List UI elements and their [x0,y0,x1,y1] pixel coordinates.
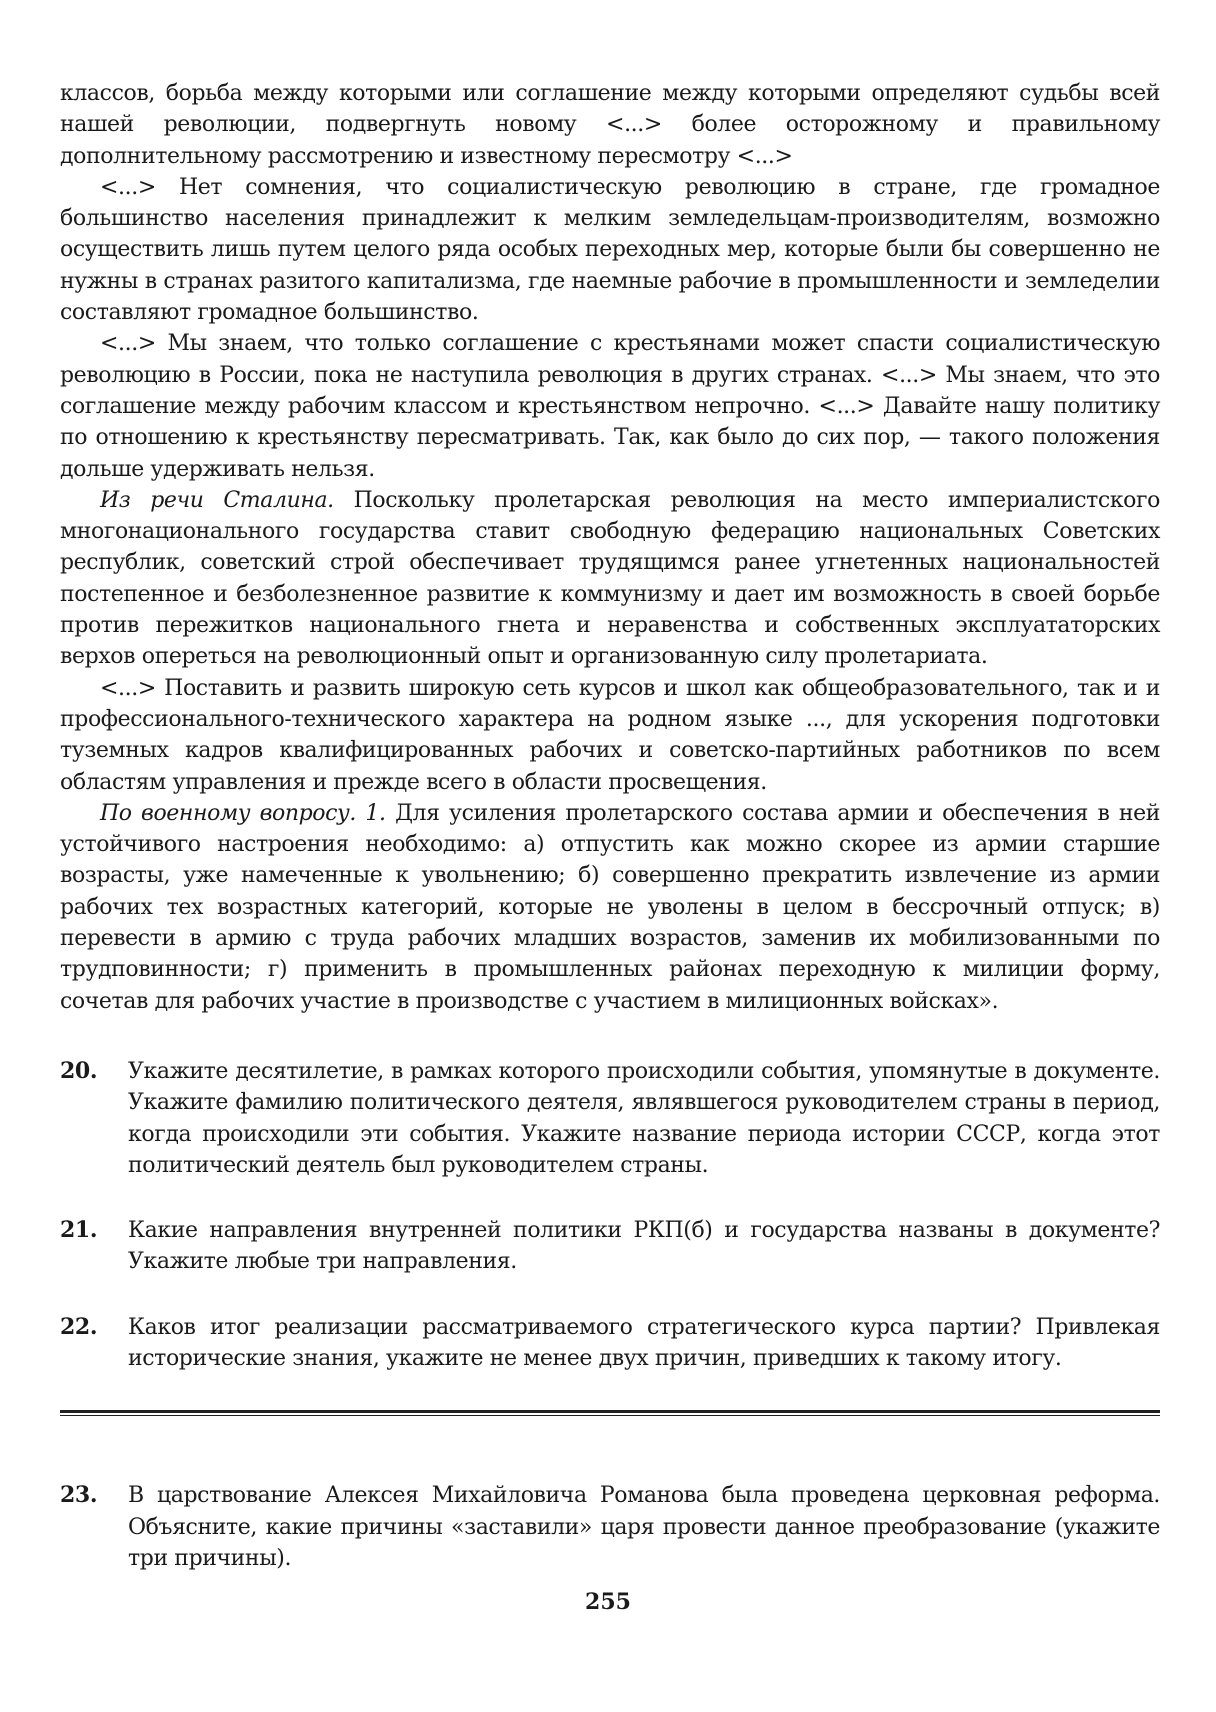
question-number: 22. [60,1313,98,1340]
document-paragraph-3 [60,328,1160,484]
paragraph-lead-military-question: По военному вопросу. 1. [100,800,386,826]
document-paragraph-6 [60,798,1160,1017]
question-number: 21. [60,1217,98,1244]
divider-thin-line [60,1415,1160,1416]
document-paragraph-1 [60,78,1160,172]
section-divider [60,1410,1160,1416]
divider-thick-line [60,1410,1160,1413]
paragraph-text: Для усиления пролетарского состава армии и обеспечения в ней устойчивого настроения необходимо: а) отпустить как можно скорее из армии старшие возрасты, уже намеченные к увольнению; б) совершенно прекратить извлечение из армии рабочих тех возрастных категорий, которые не уволены в целом в бессрочный отпуск; в) перевести в армию с труда рабочих младших возрастов, заменив их мобилизованными по трудповинности; г) применить в промышленных районах переходную к милиции форму, сочетав для рабочих участие в производстве с участием в милиционных войсках». [60,800,1160,1014]
question-number: 23. [60,1482,98,1509]
question-text: Укажите десятилетие, в рамках которого происходили события, упомянутые в документе. Укажите фамилию политического деятеля, являвшегося руководителем страны в период, когда происходили эти события. Укажите название периода истории СССР, когда этот политический деятель был руководителем страны. [128,1058,1160,1178]
question-number: 20. [60,1057,98,1084]
question-text: Каков итог реализации рассматриваемого стратегического курса партии? Привлекая исторические знания, укажите не менее двух причин, приведших к такому итогу. [128,1314,1160,1371]
question-text: В царствование Алексея Михайловича Романова была проведена церковная реформа. Объясните, какие причины «заставили» царя провести данное преобразование (укажите три причины). [128,1483,1160,1571]
question-21 [60,1215,1160,1278]
paragraph-text: <...> Поставить и развить широкую сеть курсов и школ как общеобразовательного, так и и профессионального-технического характера на родном языке ..., для ускорения подготовки туземных кадров квалифицированных рабочих и советско-партийных работников по всем областям управления и прежде всего в области просвещения. [60,675,1160,795]
paragraph-text: <...> Нет сомнения, что социалистическую революцию в стране, где громадное большинство населения принадлежит к мелким земледельцам-производителям, возможно осуществить лишь путем целого ряда особых переходных мер, которые были бы совершенно не нужны в странах разитого капитализма, где наемные рабочие в промышленности и земледелии составляют громадное большинство. [60,174,1160,326]
paragraph-lead-stalin-speech: Из речи Сталина. [100,487,334,513]
question-22 [60,1312,1160,1375]
document-paragraph-4 [60,485,1160,673]
question-text: Какие направления внутренней политики РКП(б) и государства названы в документе? Укажите любые три направления. [128,1218,1160,1275]
paragraph-text: <...> Мы знаем, что только соглашение с крестьянами может спасти социалистическую революцию в России, пока не наступила революция в других странах. <...> Мы знаем, что это соглашение между рабочим классом и крестьянством непрочно. <...> Давайте нашу политику по отношению к крестьянству пересматривать. Так, как было до сих пор, — такого положения дольше удерживать нельзя. [60,331,1160,482]
document-paragraph-5 [60,673,1160,798]
page-body [60,78,1160,1574]
question-20 [60,1056,1160,1181]
paragraph-text: Поскольку пролетарская революция на место империалистского многонационального государства ставит свободную федерацию национальных Советских республик, советский строй обеспечивает трудящимся ранее угнетенных национальностей постепенное и безболезненное развитие к коммунизму и дает им возможность в своей борьбе против пережитков национального гнета и неравенства и собственных эксплуататорских верхов опереться на революционный опыт и организованную силу пролетариата. [60,487,1160,670]
question-23 [60,1480,1160,1574]
document-paragraph-2 [60,172,1160,328]
paragraph-text: классов, борьба между которыми или соглашение между которыми определяют судьбы всей нашей революции, подвергнуть новому <...> более осторожному и правильному дополнительному рассмотрению и известному пересмотру <...> [60,81,1160,169]
page-number: 255 [585,1589,631,1615]
